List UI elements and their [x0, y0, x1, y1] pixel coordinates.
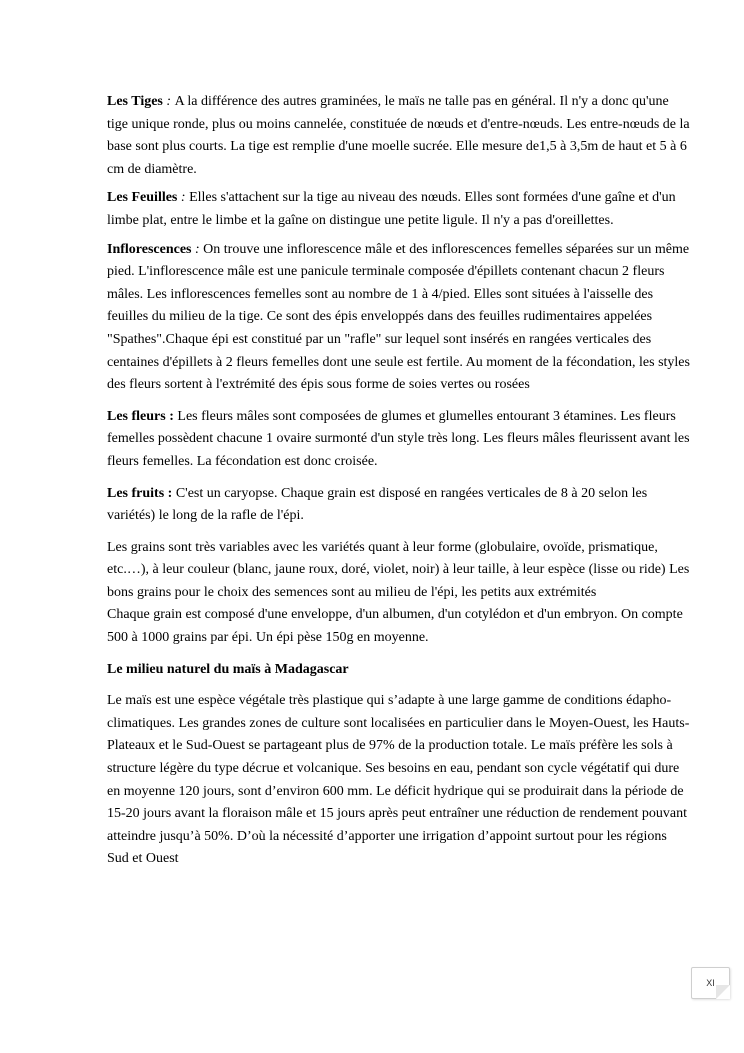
paragraph-milieu: Le maïs est une espèce végétale très plastique qui s’adapte à une large gamme de conditions édapho-climatiques. Les grandes zones de culture sont localisées en particulier dans le Moyen-Ouest, les Hauts-Plateaux et le Sud-Ouest se partageant plus de 97% de la production totale. Le maïs préfère les sols à structure légère du type décrue et volcanique. Ses besoins en eau, pendant son cycle végétatif qui dure en moyenne 120 jours, sont d’environ 600 mm. Le déficit hydrique qui se produirait dans la période de 15-20 jours avant la floraison mâle et 15 jours après peut entraîner une réduction de rendement pouvant atteindre jusqu’à 50%. D’où la nécessité d’apporter une irrigation d’appoint surtout pour les régions Sud et Ouest — [107, 693, 690, 867]
paragraph-grains-1: Les grains sont très variables avec les variétés quant à leur forme (globulaire, ovoïde, prismatique, etc.…), à leur couleur (blanc, jaune roux, doré, violet, noir) à leur taille, à leur espèce (lisse ou ride) Les bons grains pour le choix des semences sont au milieu de l'épi, les petits aux extrémités — [107, 539, 690, 600]
paragraph-fleurs — [107, 406, 692, 474]
term-fruits: Les fruits : — [107, 485, 173, 501]
paragraph-grains-2: Chaque grain est composé d'une enveloppe, d'un albumen, d'un cotylédon et d'un embryon. On compte 500 à 1000 grains par épi. Un épi pèse 150g en moyenne. — [107, 607, 683, 646]
text-tiges: A la différence des autres graminées, le maïs ne talle pas en général. Il n'y a donc qu'une tige unique ronde, plus ou moins cannelée, constituée de nœuds et d'entre-nœuds. Les entre-nœuds de la base sont plus courts. La tige est remplie d'une moelle sucrée. Elle mesure de1,5 à 3,5m de haut et 5 à 6 cm de diamètre. — [107, 94, 690, 177]
term-tiges: Les Tiges — [107, 94, 163, 109]
text-inflorescences: On trouve une inflorescence mâle et des inflorescences femelles séparées sur un même pied. L'inflorescence mâle est une panicule terminale composée d'épillets contenant chacun 2 fleurs mâles. Les inflorescences femelles sont au nombre de 1 à 4/pied. Elles sont situées à l'aisselle des feuilles du milieu de la tige. Ce sont des épis enveloppés dans des feuilles rudimentaires appelées "Spathes".Chaque épi est constitué par un "rafle" sur lequel sont insérés en rangées verticales des centaines d'épillets à 2 fleurs femelles dont une seule est fertile. Au moment de la fécondation, les styles des fleurs sortent à l'extrémité des épis sous forme de soies vertes ou rosées — [107, 241, 690, 393]
paragraph-feuilles — [107, 187, 692, 232]
section-heading-milieu: Le milieu naturel du maïs à Madagascar — [107, 661, 349, 677]
text-feuilles: Elles s'attachent sur la tige au niveau des nœuds. Elles sont formées d'une gaîne et d'un limbe plat, entre le limbe et la gaîne on distingue une petite ligule. Il n'y a pas d'oreillettes. — [107, 190, 676, 228]
paragraph-fruits — [107, 483, 692, 528]
term-feuilles: Les Feuilles — [107, 190, 178, 206]
document-page — [107, 91, 692, 877]
paragraph-inflorescences — [107, 239, 692, 397]
term-fleurs: Les fleurs : — [107, 408, 174, 424]
term-inflorescences: Inflorescences — [107, 241, 192, 257]
term-separator: : — [177, 190, 190, 206]
text-fruits: C'est un caryopse. Chaque grain est disposé en rangées verticales de 8 à 20 selon les variétés) le long de la rafle de l'épi. — [107, 485, 648, 524]
text-fleurs: Les fleurs mâles sont composées de glumes et glumelles entourant 3 étamines. Les fleurs femelles possèdent chacune 1 ovaire surmonté d'un style très long. Les fleurs mâles fleurissent avant les fleurs femelles. La fécondation est donc croisée. — [107, 408, 690, 469]
term-separator: : — [162, 94, 175, 109]
paragraph-tiges — [107, 91, 692, 181]
term-separator: : — [191, 241, 204, 257]
page-number-badge: XI — [691, 967, 730, 999]
